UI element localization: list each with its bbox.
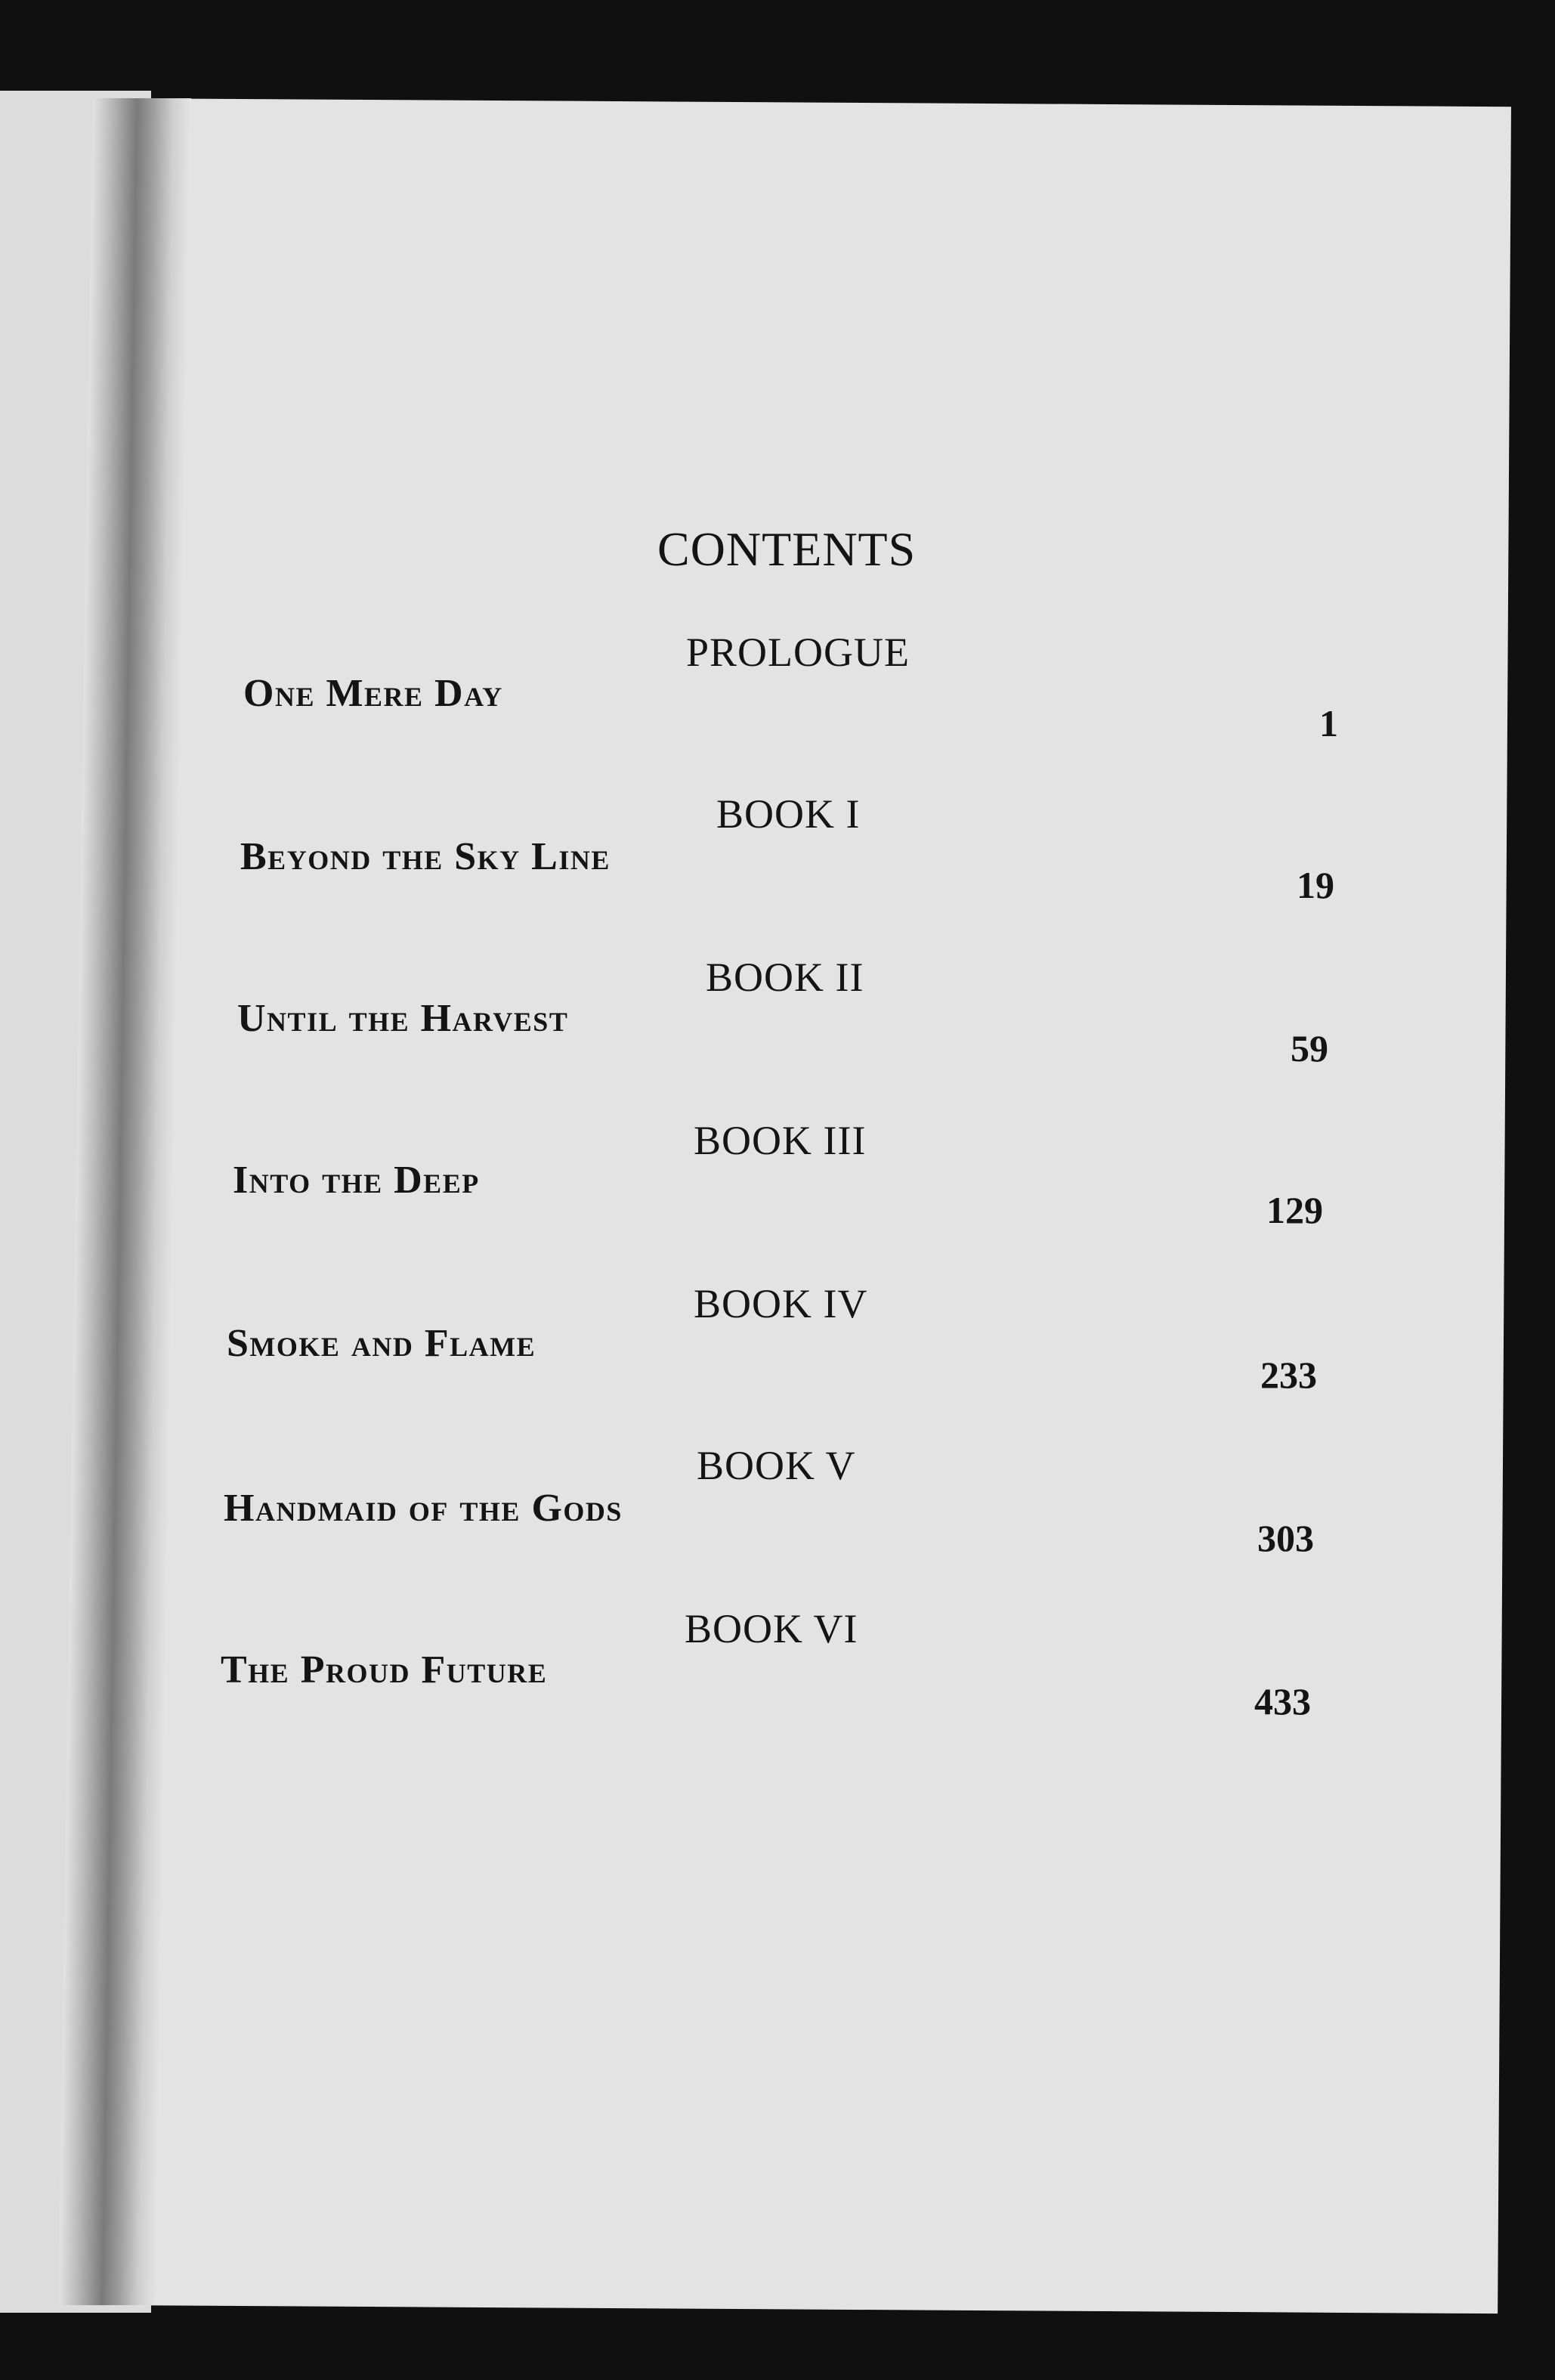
book-label: BOOK III bbox=[694, 1118, 867, 1163]
chapter-title: The Proud Future bbox=[221, 1648, 548, 1691]
book-label: BOOK I bbox=[716, 791, 861, 837]
chapter-title: Into the Deep bbox=[233, 1159, 480, 1202]
chapter-title: Beyond the Sky Line bbox=[240, 835, 611, 878]
page-number: 59 bbox=[1291, 1027, 1328, 1069]
book-label: BOOK II bbox=[706, 955, 864, 1000]
book-label: PROLOGUE bbox=[686, 630, 910, 675]
book-label: BOOK V bbox=[697, 1443, 856, 1488]
page-number: 1 bbox=[1319, 702, 1338, 744]
chapter-title: Smoke and Flame bbox=[227, 1322, 536, 1365]
book-label: BOOK IV bbox=[694, 1281, 868, 1326]
page-number: 233 bbox=[1260, 1354, 1317, 1396]
contents-heading: CONTENTS bbox=[657, 522, 917, 576]
page-number: 303 bbox=[1257, 1517, 1314, 1559]
chapter-title: One Mere Day bbox=[243, 672, 503, 715]
book-label: BOOK VI bbox=[685, 1606, 858, 1651]
page-number: 19 bbox=[1297, 864, 1334, 906]
chapter-title: Until the Harvest bbox=[237, 997, 569, 1040]
page-number: 129 bbox=[1266, 1189, 1323, 1231]
page-number: 433 bbox=[1254, 1680, 1311, 1722]
chapter-title: Handmaid of the Gods bbox=[224, 1487, 623, 1530]
